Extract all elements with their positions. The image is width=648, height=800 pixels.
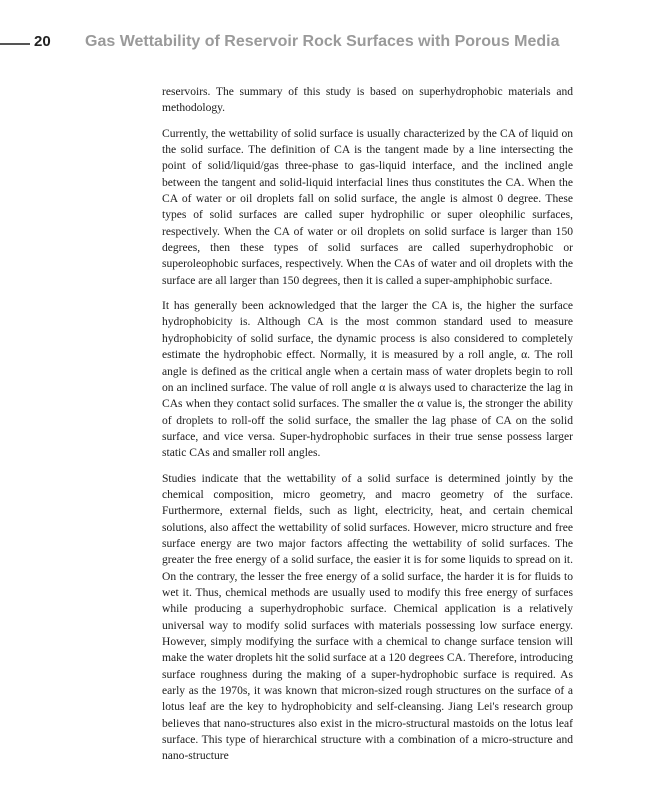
page-number: 20 bbox=[34, 33, 51, 50]
paragraph-1: reservoirs. The summary of this study is based on superhydrophobic materials and methodology. bbox=[162, 86, 573, 115]
paragraph-3: It has generally been acknowledged that the larger the CA is, the higher the surface hydrophobicity is. Although CA is the most common standard used to measure hydrophobicity of solid surface, the dynamic process is also considered to completely estimate the hydrophobic effect. Normally, it is measured by a roll angle, α. The roll angle is defined as the critical angle when a certain mass of water droplets begin to roll on an inclined surface. The value of roll angle α is always used to characterize the lag in CAs when they contact solid surfaces. The smaller the α value is, the stronger the ability of droplets to roll-off the solid surface, the smaller the lag phase of CA on the solid surface, and vice versa. Super-hydrophobic surfaces in their true sense possess larger static CAs and smaller roll angles. bbox=[162, 300, 573, 460]
paragraph-2: Currently, the wettability of solid surface is usually characterized by the CA of liquid on the solid surface. The definition of CA is the tangent made by a line intersecting the point of solid/liquid/gas three-phase to gas-liquid interface, and the inclined angle between the tangent and solid-liquid interfacial lines thus constitutes the CA. When the CA of water or oil droplets fall on solid surface, the angle is almost 0 degree. These types of solid surfaces are called super hydrophilic or super oleophilic surfaces, respectively. When the CA of water or oil droplets on solid surface is larger than 150 degrees, then these types of solid surfaces are called superhydrophobic or superoleophobic surfaces, respectively. When the CAs of water and oil droplets with the surface are all larger than 150 degrees, then it is called a super-amphiphobic surface. bbox=[162, 127, 573, 287]
paragraph-4: Studies indicate that the wettability of a solid surface is determined jointly by the chemical composition, micro geometry, and macro geometry of the surface. Furthermore, external fields, such as light, electricity, heat, and certain chemical solutions, also affect the wettability of solid surfaces. However, micro structure and free surface energy are two major factors affecting the wettability of solid surfaces. The greater the free energy of a solid surface, the easier it is for some liquids to spread on it. On the contrary, the lesser the free energy of a solid surface, the harder it is for fluids to wet it. Thus, chemical methods are usually used to modify this free energy of surfaces while producing a superhydrophobic surface. Chemical application is a relatively universal way to modify solid surfaces with materials possessing low surface energy. However, simply modifying the surface with a chemical to change surface tension will make the water droplets hit the solid surface at a 120 degrees CA. Therefore, introducing surface roughness during the making of a super-hydrophobic surface is required. As early as the 1970s, it was known that micron-sized rough structures on the surface of a lotus leaf are the key to hydrophobicity and self-cleansing. Jiang Lei's research group believes that nano-structures also exist in the micro-structural mastoids on the lotus leaf surface. This type of hierarchical structure with a combination of a micro-structure and nano-structure bbox=[162, 472, 573, 763]
running-title: Gas Wettability of Reservoir Rock Surfaces with Porous Media bbox=[85, 33, 560, 50]
header-rule bbox=[0, 43, 30, 45]
body-text bbox=[162, 84, 573, 774]
